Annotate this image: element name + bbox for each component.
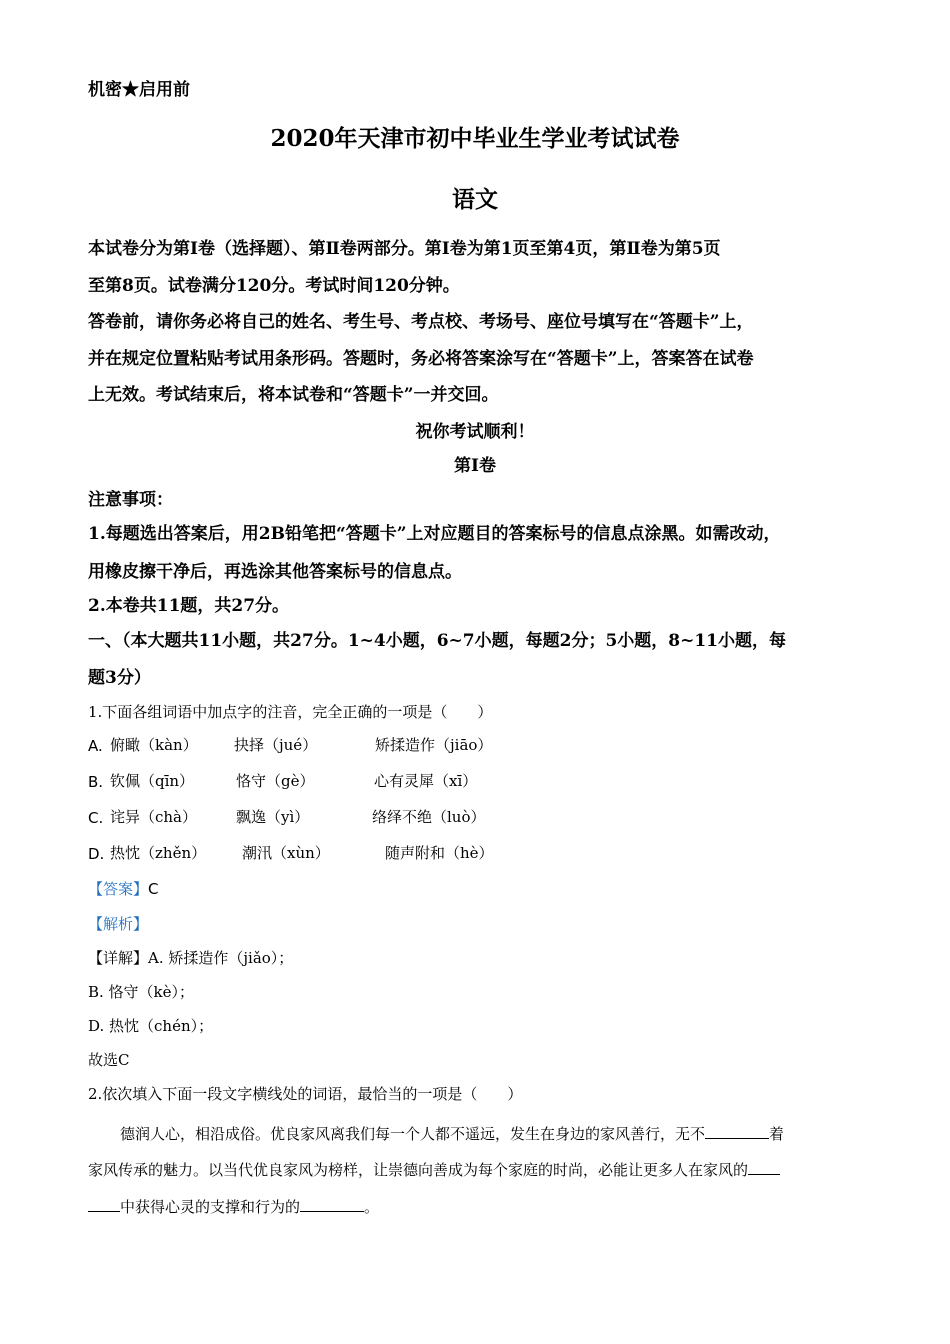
detail-line: B. 恪守（kè）； <box>88 983 195 1001</box>
option-label: C. <box>88 809 104 827</box>
option-word: 随声附和（hè） <box>385 844 494 862</box>
notes-line: 1.每题选出答案后，用2B铅笔把“答题卡”上对应题目的答案标号的信息点涂黑。如需改动， <box>88 524 781 544</box>
confidential-label: 机密★启用前 <box>88 80 190 100</box>
blank-1 <box>705 1124 769 1139</box>
option-word: 热忱（zhěn） <box>110 844 207 862</box>
intro-line: 答卷前，请你务必将自己的姓名、考生号、考点校、考场号、座位号填写在“答题卡”上， <box>88 312 754 332</box>
blank-2-end <box>88 1197 120 1212</box>
intro-line: 本试卷分为第Ⅰ卷（选择题）、第Ⅱ卷两部分。第Ⅰ卷为第1页至第4页，第Ⅱ卷为第5页 <box>88 239 721 259</box>
intro-line: 上无效。考试结束后，将本试卷和“答题卡”一并交回。 <box>88 385 499 405</box>
passage-text: 家风传承的魅力。以当代优良家风为榜样，让崇德向善成为每个家庭的时尚，必能让更多人在家风的 <box>88 1161 749 1179</box>
passage-line <box>120 1124 784 1142</box>
question-stem: 1.下面各组词语中加点字的注音，完全正确的一项是（ ） <box>88 703 493 721</box>
answer-tag: 【答案】 <box>88 880 149 898</box>
passage-text: 着 <box>769 1125 785 1143</box>
option-word: 矫揉造作（jiāo） <box>375 736 493 754</box>
option-word: 络绎不绝（luò） <box>372 808 486 826</box>
analysis-tag: 【解析】 <box>88 915 149 933</box>
option-word: 心有灵犀（xī） <box>374 772 478 790</box>
question-stem: 2.依次填入下面一段文字横线处的词语，最恰当的一项是（ ） <box>88 1085 523 1103</box>
detail-line: 【详解】A. 矫揉造作（jiǎo）； <box>88 949 294 967</box>
volume-title: 第Ⅰ卷 <box>454 456 496 476</box>
option-word: 潮汛（xùn） <box>242 844 330 862</box>
passage-text: 德润人心，相沿成俗。优良家风离我们每一个人都不遥远，发生在身边的家风善行，无不 <box>120 1125 706 1143</box>
blank-3 <box>300 1197 364 1212</box>
option-word: 钦佩（qīn） <box>110 772 195 790</box>
intro-line: 至第8页。试卷满分120分。考试时间120分钟。 <box>88 276 460 296</box>
wish-text: 祝你考试顺利！ <box>415 422 535 442</box>
notes-heading: 注意事项： <box>88 490 173 510</box>
passage-text: 中获得心灵的支撑和行为的 <box>120 1198 301 1216</box>
exam-title: 2020年天津市初中毕业生学业考试试卷 <box>270 125 680 152</box>
option-label: B. <box>88 773 104 791</box>
section-line: 一、（本大题共11小题，共27分。1~4小题，6~7小题，每题2分；5小题，8~11小题，每 <box>88 631 787 651</box>
option-word: 俯瞰（kàn） <box>110 736 198 754</box>
answer-value: C <box>148 880 159 898</box>
option-word: 抉择（jué） <box>234 736 318 754</box>
intro-line: 并在规定位置粘贴考试用条形码。答题时，务必将答案涂写在“答题卡”上，答案答在试卷 <box>88 349 754 369</box>
option-word: 诧异（chà） <box>110 808 198 826</box>
blank-2-start <box>748 1160 780 1175</box>
notes-line: 2.本卷共11题，共27分。 <box>88 596 290 616</box>
section-line: 题3分） <box>88 668 151 688</box>
answer-line <box>88 882 159 897</box>
option-word: 恪守（gè） <box>236 772 315 790</box>
passage-line <box>88 1160 780 1178</box>
option-label: A. <box>88 737 103 755</box>
notes-line: 用橡皮擦干净后，再选涂其他答案标号的信息点。 <box>88 562 462 582</box>
option-label: D. <box>88 845 105 863</box>
subject-title: 语文 <box>452 186 498 213</box>
detail-line: 故选C <box>88 1051 130 1069</box>
detail-line: D. 热忱（chén）； <box>88 1017 214 1035</box>
option-word: 飘逸（yì） <box>236 808 310 826</box>
passage-line <box>88 1197 379 1215</box>
passage-text: 。 <box>364 1198 380 1216</box>
